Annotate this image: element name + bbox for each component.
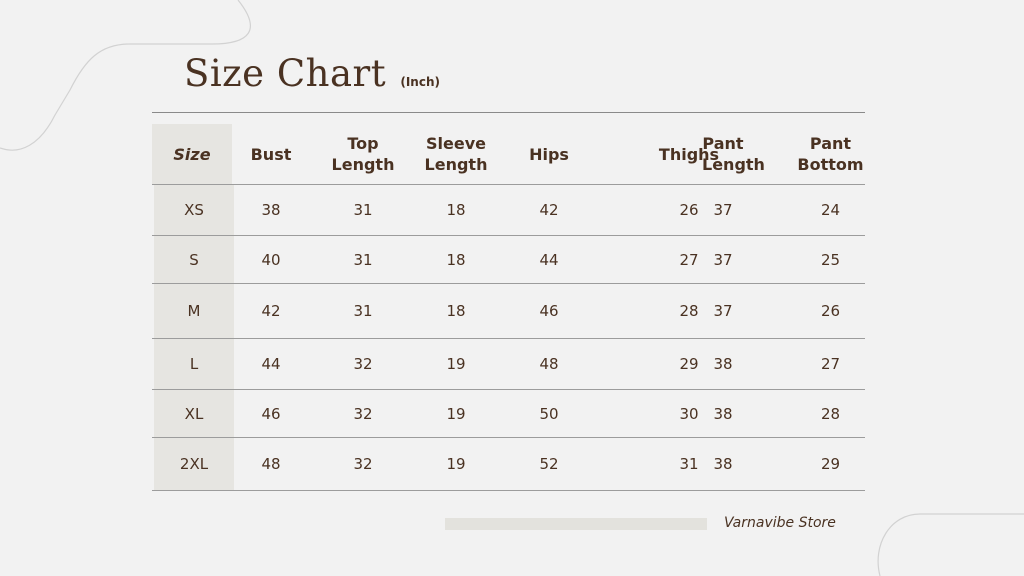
- size-label-cell: 2XL: [154, 438, 234, 491]
- size-label-cell: XS: [154, 185, 234, 236]
- page-title: [184, 52, 440, 95]
- measurement-cell: 18: [404, 236, 508, 284]
- size-table: [152, 124, 865, 491]
- measurement-cell: 28: [777, 390, 884, 438]
- measurement-cell: 29: [777, 438, 884, 491]
- table-row: [152, 236, 865, 284]
- measurement-cell: 25: [777, 236, 884, 284]
- measurement-cell: 32: [324, 339, 402, 390]
- table-body: [152, 185, 865, 491]
- measurement-cell: 19: [404, 390, 508, 438]
- column-header-sleeve-length: Sleeve Length: [424, 134, 488, 174]
- measurement-cell: 31: [324, 236, 402, 284]
- measurement-cell: 38: [702, 438, 744, 491]
- size-label-cell: L: [154, 339, 234, 390]
- measurement-cell: 52: [512, 438, 586, 491]
- column-header-bust: Bust: [250, 144, 292, 164]
- measurement-cell: 48: [512, 339, 586, 390]
- measurement-cell: 38: [702, 390, 744, 438]
- store-name: Varnavibe Store: [724, 515, 836, 531]
- measurement-cell: 31: [324, 185, 402, 236]
- measurement-cell: 31: [324, 284, 402, 339]
- column-header-top-length: Top Length: [331, 134, 395, 174]
- size-label-cell: M: [154, 284, 234, 339]
- measurement-cell: 50: [512, 390, 586, 438]
- top-divider: [152, 112, 865, 113]
- unit-label: (Inch): [400, 75, 440, 89]
- table-row: [152, 438, 865, 491]
- measurement-cell: 42: [512, 185, 586, 236]
- measurement-cell: 46: [222, 390, 320, 438]
- measurement-cell: 38: [702, 339, 744, 390]
- measurement-cell: 26: [777, 284, 884, 339]
- measurement-cell: 38: [222, 185, 320, 236]
- column-header-hips: Hips: [529, 144, 569, 164]
- measurement-cell: 48: [222, 438, 320, 491]
- measurement-cell: 32: [324, 438, 402, 491]
- column-header-size: Size: [152, 124, 232, 185]
- measurement-cell: 37: [702, 284, 744, 339]
- measurement-cell: 28: [624, 284, 754, 339]
- measurement-cell: 40: [222, 236, 320, 284]
- table-row: [152, 284, 865, 339]
- measurement-cell: 44: [512, 236, 586, 284]
- table-row: [152, 185, 865, 236]
- size-label-cell: S: [154, 236, 234, 284]
- measurement-cell: 27: [624, 236, 754, 284]
- measurement-cell: 26: [624, 185, 754, 236]
- footer-bar: [445, 518, 707, 530]
- table-row: [152, 390, 865, 438]
- size-label-cell: XL: [154, 390, 234, 438]
- table-row: [152, 339, 865, 390]
- measurement-cell: 44: [222, 339, 320, 390]
- measurement-cell: 32: [324, 390, 402, 438]
- measurement-cell: 42: [222, 284, 320, 339]
- measurement-cell: 46: [512, 284, 586, 339]
- measurement-cell: 37: [702, 236, 744, 284]
- header-row: [152, 124, 865, 185]
- measurement-cell: 18: [404, 185, 508, 236]
- measurement-cell: 19: [404, 339, 508, 390]
- title-text: Size Chart: [184, 52, 387, 95]
- measurement-cell: 30: [624, 390, 754, 438]
- measurement-cell: 18: [404, 284, 508, 339]
- measurement-cell: 24: [777, 185, 884, 236]
- measurement-cell: 31: [624, 438, 754, 491]
- measurement-cell: 27: [777, 339, 884, 390]
- measurement-cell: 29: [624, 339, 754, 390]
- column-header-pant-bottom: Pant Bottom: [797, 134, 864, 174]
- measurement-cell: 37: [702, 185, 744, 236]
- column-header-thighs: Thighs: [658, 144, 720, 164]
- column-header-pant-length: Pant Length: [702, 134, 765, 174]
- measurement-cell: 19: [404, 438, 508, 491]
